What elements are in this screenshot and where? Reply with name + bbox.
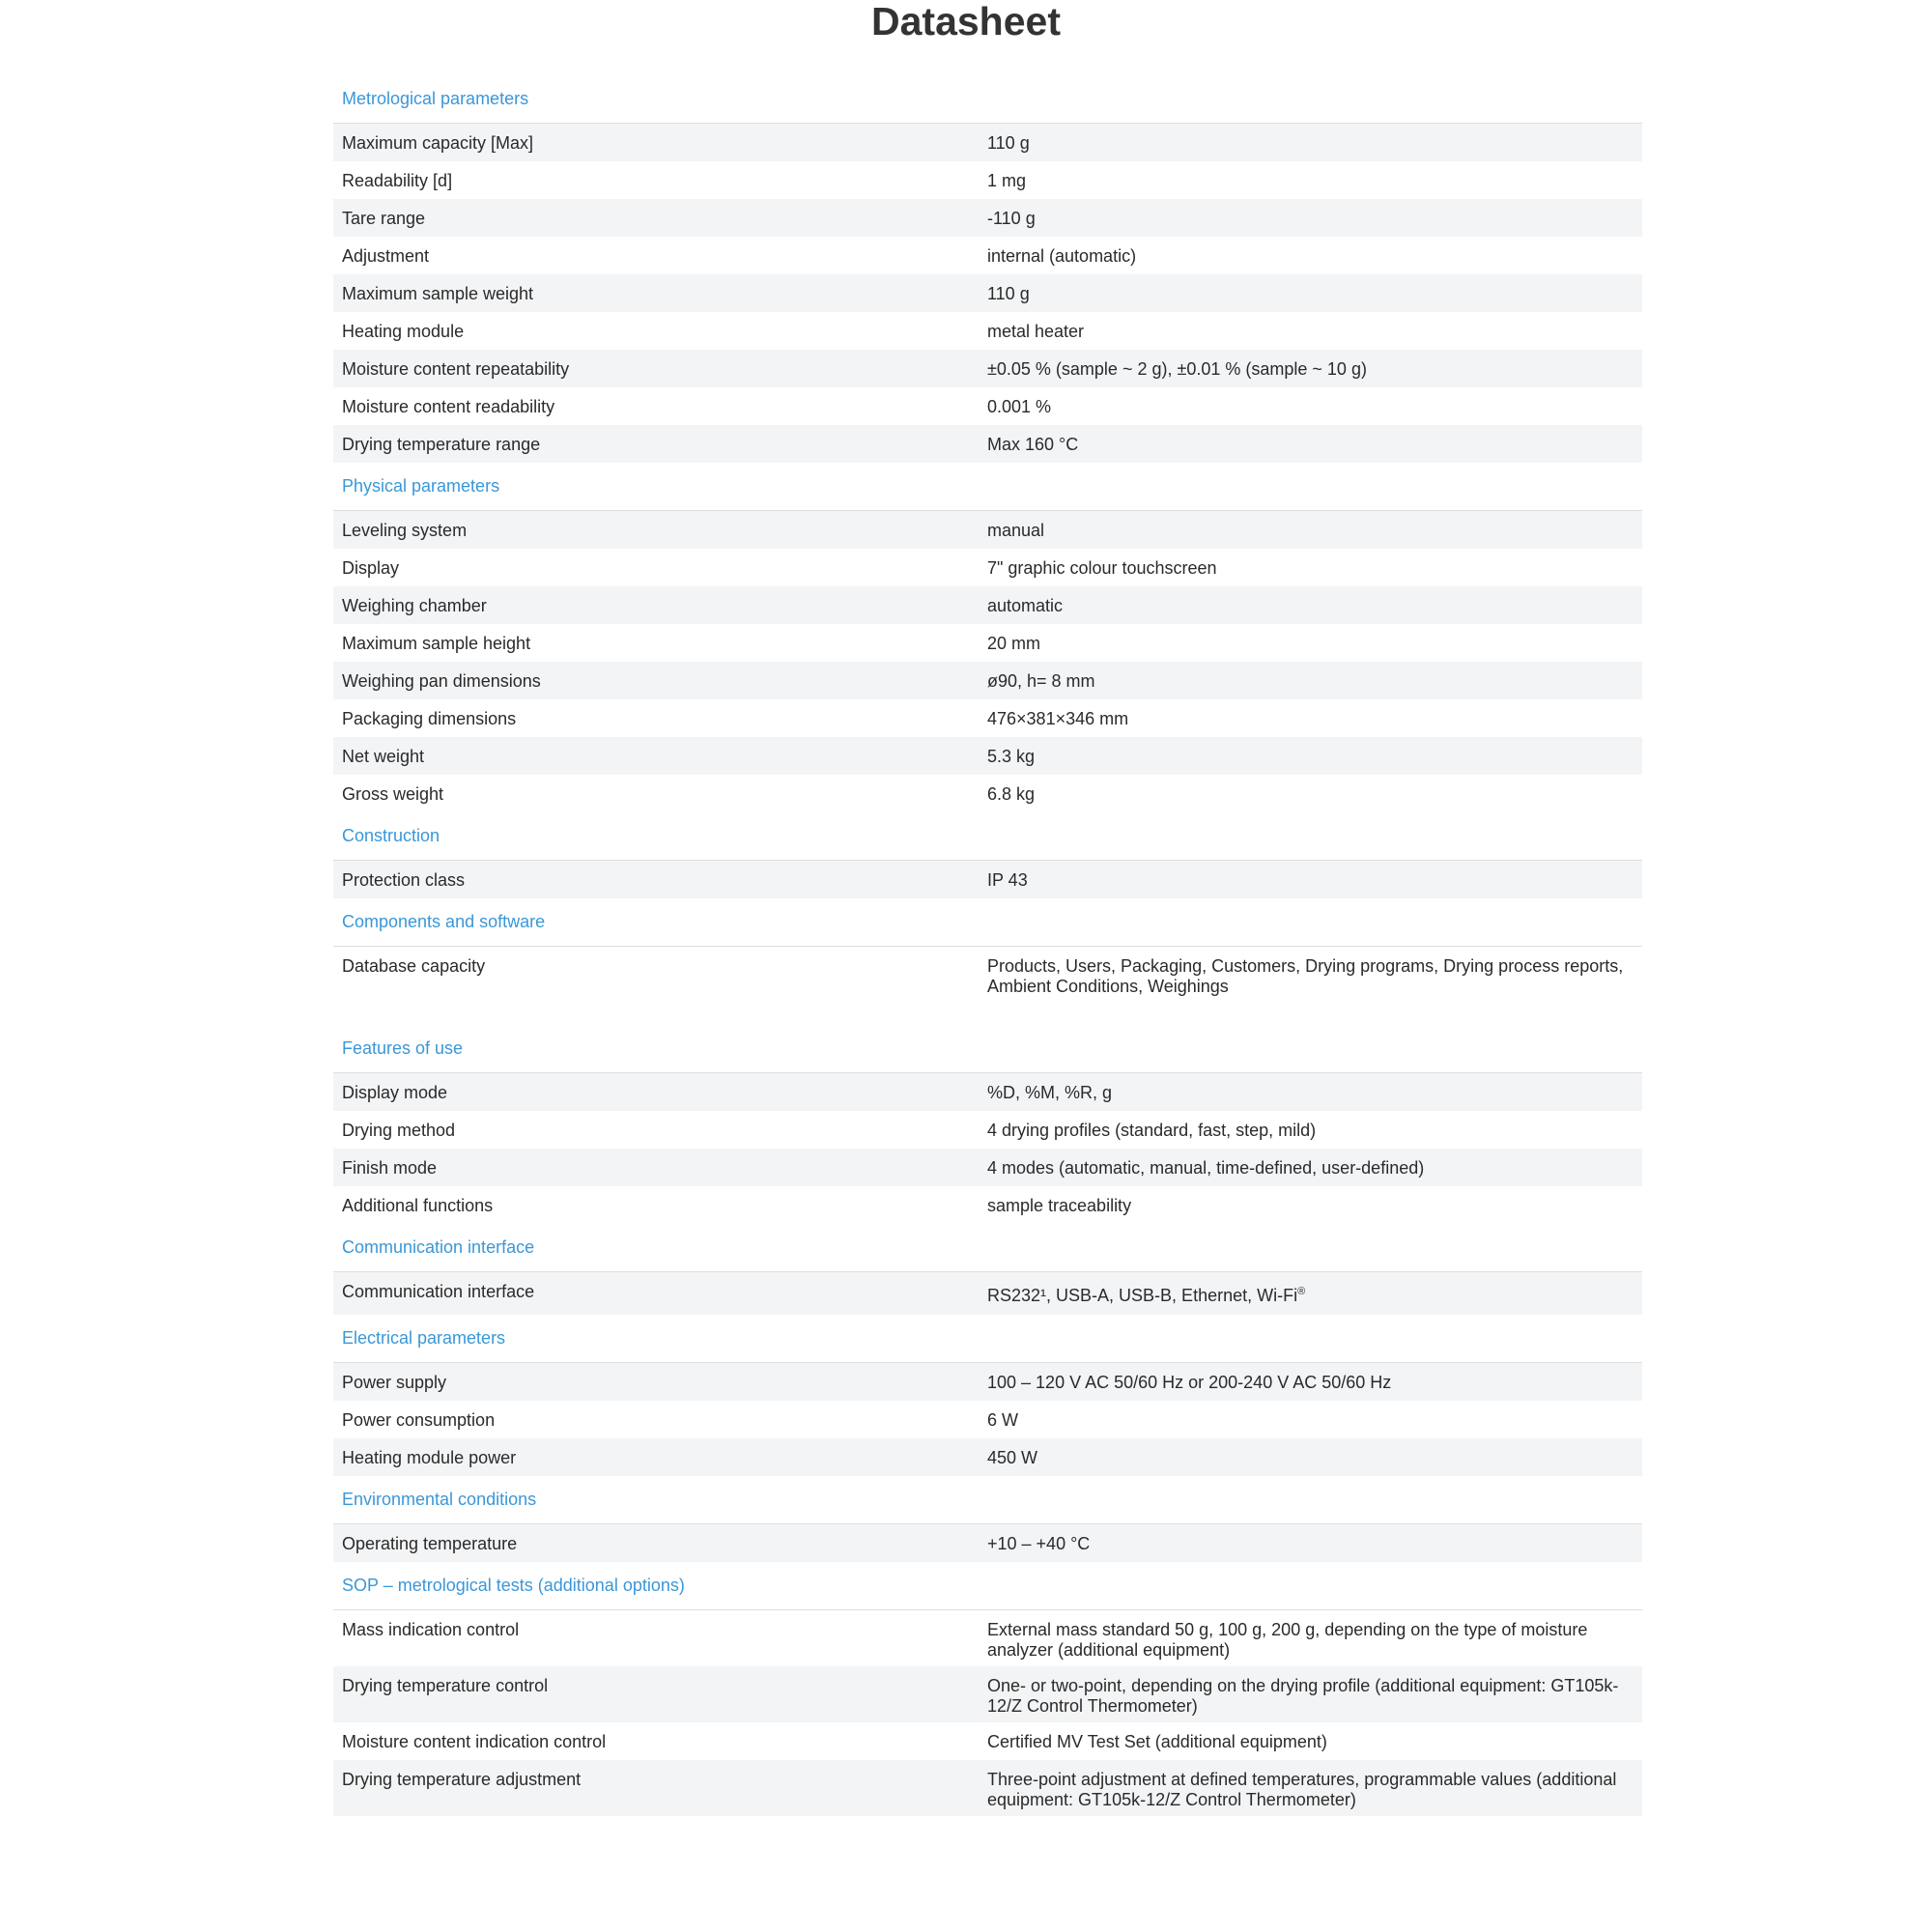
row-value: 20 mm <box>987 634 1041 653</box>
table-row <box>333 274 1642 312</box>
row-label: Maximum sample weight <box>342 284 534 303</box>
row-value: 6 W <box>987 1410 1019 1430</box>
row-label: Moisture content indication control <box>342 1732 607 1751</box>
row-label: Maximum capacity [Max] <box>342 133 534 153</box>
registered-mark: ® <box>1297 1286 1306 1297</box>
row-label: Display <box>342 558 400 578</box>
section-heading: Components and software <box>333 898 1642 947</box>
row-label: Operating temperature <box>342 1534 518 1553</box>
row-label: Power supply <box>342 1373 447 1392</box>
row-label: Packaging dimensions <box>342 709 517 728</box>
row-label: Drying temperature adjustment <box>342 1770 582 1789</box>
row-value: 4 modes (automatic, manual, time-defined, user-defined) <box>987 1158 1425 1178</box>
row-value: %D, %M, %R, g <box>987 1083 1113 1102</box>
row-label: Communication interface <box>342 1282 535 1301</box>
table-row <box>333 1401 1642 1438</box>
table-row <box>333 586 1642 624</box>
row-label: Mass indication control <box>342 1620 520 1639</box>
section-heading: Metrological parameters <box>333 75 1642 124</box>
row-value: automatic <box>987 596 1064 615</box>
row-label: Drying method <box>342 1121 456 1140</box>
row-label: Net weight <box>342 747 425 766</box>
table-row <box>333 1722 1642 1760</box>
table-row <box>333 1073 1642 1111</box>
table-row <box>333 387 1642 425</box>
row-value: 100 – 120 V AC 50/60 Hz or 200-240 V AC 50/60 Hz <box>987 1373 1392 1392</box>
datasheet-table <box>333 75 1642 1816</box>
row-label: Power consumption <box>342 1410 496 1430</box>
row-label: Moisture content readability <box>342 397 555 416</box>
table-row <box>333 199 1642 237</box>
section-heading: SOP – metrological tests (additional options) <box>333 1562 1642 1610</box>
section-heading: Communication interface <box>333 1224 1642 1272</box>
row-value: +10 – +40 °C <box>987 1534 1091 1553</box>
section-heading: Features of use <box>333 1025 1642 1073</box>
row-value: RS232¹, USB-A, USB-B, Ethernet, Wi-Fi® <box>987 1286 1306 1305</box>
row-label: Tare range <box>342 209 426 228</box>
row-label: Leveling system <box>342 521 468 540</box>
section-heading: Electrical parameters <box>333 1315 1642 1363</box>
table-row <box>333 549 1642 586</box>
table-row <box>333 624 1642 662</box>
row-value: 110 g <box>987 133 1030 153</box>
row-label: Database capacity <box>342 956 486 976</box>
row-value: 4 drying profiles (standard, fast, step, mild) <box>987 1121 1317 1140</box>
row-label: Display mode <box>342 1083 448 1102</box>
row-value: 5.3 kg <box>987 747 1036 766</box>
table-row <box>333 775 1642 812</box>
section-heading: Physical parameters <box>333 463 1642 511</box>
row-value: metal heater <box>987 322 1085 341</box>
row-value: -110 g <box>987 209 1036 228</box>
table-row <box>333 161 1642 199</box>
table-row <box>333 312 1642 350</box>
row-label: Moisture content repeatability <box>342 359 570 379</box>
table-row <box>333 861 1642 898</box>
page-title: Datasheet <box>871 0 1061 43</box>
table-row <box>333 1272 1642 1315</box>
row-value: Three-point adjustment at defined temperatures, programmable values (additional equipment: GT105k-12/Z Control Thermometer) <box>987 1770 1617 1809</box>
table-row <box>333 947 1642 1025</box>
row-label: Drying temperature control <box>342 1676 549 1695</box>
row-value: External mass standard 50 g, 100 g, 200 g, depending on the type of moisture analyzer (additional equipment) <box>987 1620 1588 1660</box>
table-row <box>333 1111 1642 1149</box>
row-label: Maximum sample height <box>342 634 531 653</box>
row-value: manual <box>987 521 1045 540</box>
table-row <box>333 1186 1642 1224</box>
row-value: 476×381×346 mm <box>987 709 1129 728</box>
row-value: IP 43 <box>987 870 1028 890</box>
row-value: One- or two-point, depending on the drying profile (additional equipment: GT105k-12/Z Control Thermometer) <box>987 1676 1619 1716</box>
section-heading: Construction <box>333 812 1642 861</box>
table-row <box>333 699 1642 737</box>
row-label: Weighing pan dimensions <box>342 671 541 691</box>
section-heading: Environmental conditions <box>333 1476 1642 1524</box>
table-row <box>333 124 1642 161</box>
row-label: Heating module power <box>342 1448 517 1467</box>
row-value: ±0.05 % (sample ~ 2 g), ±0.01 % (sample ~ 10 g) <box>987 359 1367 379</box>
row-value: Products, Users, Packaging, Customers, Drying programs, Drying process reports, Ambient Conditions, Weighings <box>987 956 1624 996</box>
table-row <box>333 511 1642 549</box>
row-label: Adjustment <box>342 246 430 266</box>
row-label: Gross weight <box>342 784 444 804</box>
table-row <box>333 1760 1642 1816</box>
table-row <box>333 350 1642 387</box>
table-row <box>333 1438 1642 1476</box>
table-row <box>333 237 1642 274</box>
row-value: 6.8 kg <box>987 784 1036 804</box>
row-value: 1 mg <box>987 171 1027 190</box>
row-value: 0.001 % <box>987 397 1052 416</box>
row-label: Protection class <box>342 870 466 890</box>
row-value: sample traceability <box>987 1196 1132 1215</box>
table-row <box>333 1363 1642 1401</box>
table-row <box>333 1666 1642 1722</box>
row-label: Weighing chamber <box>342 596 487 615</box>
row-value: 450 W <box>987 1448 1038 1467</box>
row-value: 7" graphic colour touchscreen <box>987 558 1217 578</box>
table-row <box>333 1610 1642 1666</box>
row-label: Finish mode <box>342 1158 438 1178</box>
table-row <box>333 662 1642 699</box>
row-value: internal (automatic) <box>987 246 1137 266</box>
table-row <box>333 425 1642 463</box>
row-value: 110 g <box>987 284 1030 303</box>
row-label: Additional functions <box>342 1196 494 1215</box>
table-row <box>333 1524 1642 1562</box>
row-label: Readability [d] <box>342 171 453 190</box>
row-value: ø90, h= 8 mm <box>987 671 1095 691</box>
row-value: Max 160 °C <box>987 435 1079 454</box>
row-label: Drying temperature range <box>342 435 541 454</box>
table-row <box>333 1149 1642 1186</box>
row-label: Heating module <box>342 322 465 341</box>
table-row <box>333 737 1642 775</box>
row-value: Certified MV Test Set (additional equipment) <box>987 1732 1327 1751</box>
